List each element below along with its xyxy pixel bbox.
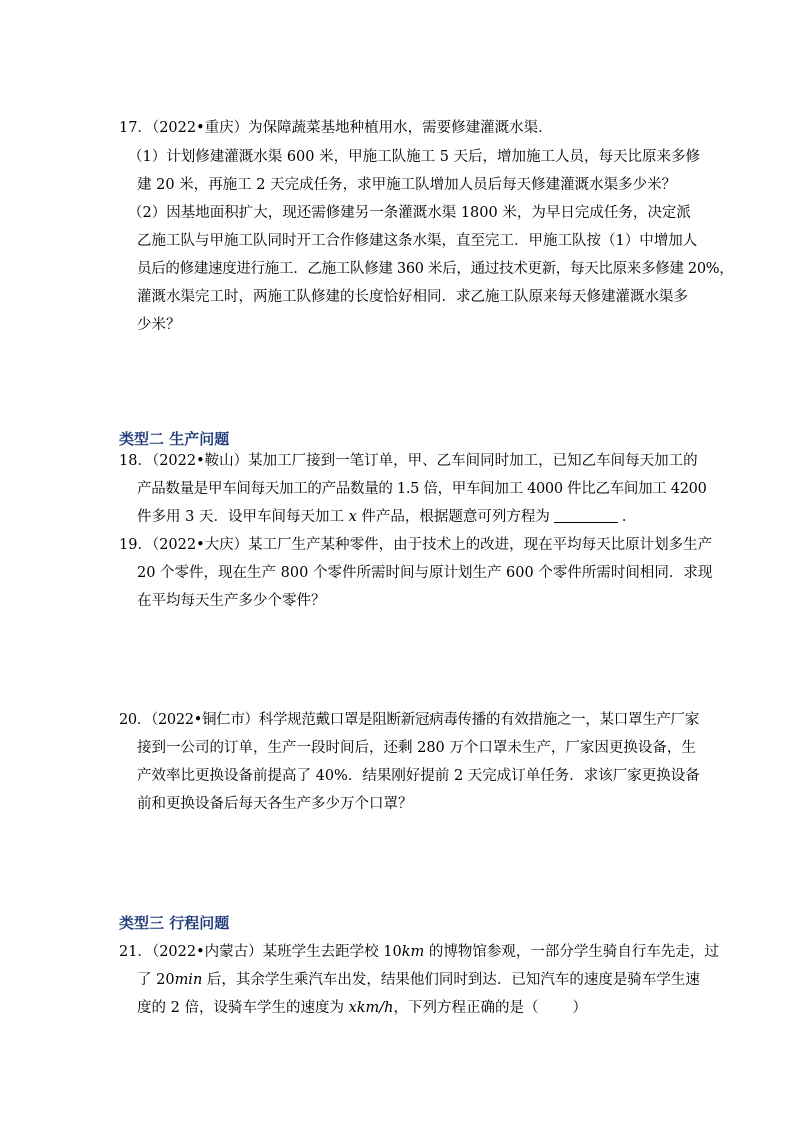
q21-line-3-text-b: ，下列方程正确的是（ (393, 1000, 539, 1016)
q19-line-1: 19．（2022•大庆）某工厂生产某种零件，由于技术上的改进，现在平均每天比原计划多生产 (119, 537, 713, 553)
section-heading-production: 类型二 生产问题 (119, 430, 230, 448)
q20-line-3: 产效率比更换设备前提高了 40%．结果刚好提前 2 天完成订单任务．求该厂家更换设备 (137, 768, 700, 784)
q21-line-1 (119, 942, 719, 962)
q21-line-2 (137, 970, 700, 990)
q20-line-4: 前和更换设备后每天各生产多少万个口罩？ (137, 796, 413, 812)
q21-unit-speed: xkm/h (348, 1000, 394, 1016)
q18-line-3-end: ． (621, 509, 637, 525)
section-heading-travel: 类型三 行程问题 (119, 914, 230, 932)
q18-line-3-text-b: 件产品，根据题意可列方程为 (356, 509, 550, 525)
q18-line-1: 18．（2022•鞍山）某加工厂接到一笔订单，甲、乙车间同时加工，已知乙车间每天加工的 (119, 453, 698, 469)
q21-line-1-text-a: 21．（2022•内蒙古）某班学生去距学校 10 (119, 944, 402, 960)
q21-line-1-text-b: 的博物馆参观，一部分学生骑自行车先走，过 (424, 944, 719, 960)
q21-line-3 (137, 998, 587, 1018)
q17-line-3: 建 20 米，再施工 2 天完成任务，求甲施工队增加人员后每天修建灌溉水渠多少米？ (137, 177, 677, 193)
q17-line-6: 员后的修建速度进行施工．乙施工队修建 360 米后，通过技术更新，每天比原来多修建 20%， (137, 261, 734, 277)
q21-line-2-text-a: 了 20 (137, 972, 175, 988)
q19-line-2: 20 个零件，现在生产 800 个零件所需时间与原计划生产 600 个零件所需时间相同．求现 (137, 565, 713, 581)
q17-line-1: 17．（2022•重庆）为保障蔬菜基地种植用水，需要修建灌溉水渠． (119, 120, 553, 136)
q18-answer-blank[interactable] (554, 508, 618, 523)
q17-line-4: （2）因基地面积扩大，现还需修建另一条灌溉水渠 1800 米，为早日完成任务，决定派 (128, 205, 691, 221)
q18-variable-x: x (348, 509, 357, 525)
q21-unit-km: km (401, 944, 425, 960)
q21-unit-min: min (174, 972, 203, 988)
q21-line-3-text-c: ） (572, 1000, 587, 1016)
q18-line-2: 产品数量是甲车间每天加工的产品数量的 1.5 倍，甲车间加工 4000 件比乙车间加工 4200 (137, 481, 707, 497)
q20-line-1: 20．（2022•铜仁市）科学规范戴口罩是阻断新冠病毒传播的有效措施之一，某口罩生产厂家 (119, 712, 699, 728)
q17-line-8: 少米？ (137, 317, 181, 333)
q17-line-5: 乙施工队与甲施工队同时开工合作修建这条水渠，直至完工．甲施工队按（1）中增加人 (137, 233, 698, 249)
q21-line-3-text-a: 度的 2 倍，设骑车学生的速度为 (137, 1000, 349, 1016)
q21-line-2-text-b: 后，其余学生乘汽车出发，结果他们同时到达．已知汽车的速度是骑车学生速 (202, 972, 700, 988)
q17-line-2: （1）计划修建灌溉水渠 600 米，甲施工队施工 5 天后，增加施工人员，每天比原来多修 (128, 149, 701, 165)
q20-line-2: 接到一公司的订单，生产一段时间后，还剩 280 万个口罩未生产，厂家因更换设备，生 (137, 740, 696, 756)
q19-line-3: 在平均每天生产多少个零件？ (137, 593, 326, 609)
q18-line-3-text-a: 件多用 3 天．设甲车间每天加工 (137, 509, 349, 525)
q17-line-7: 灌溉水渠完工时，两施工队修建的长度恰好相同．求乙施工队原来每天修建灌溉水渠多 (137, 289, 688, 305)
q18-line-3 (137, 507, 636, 527)
